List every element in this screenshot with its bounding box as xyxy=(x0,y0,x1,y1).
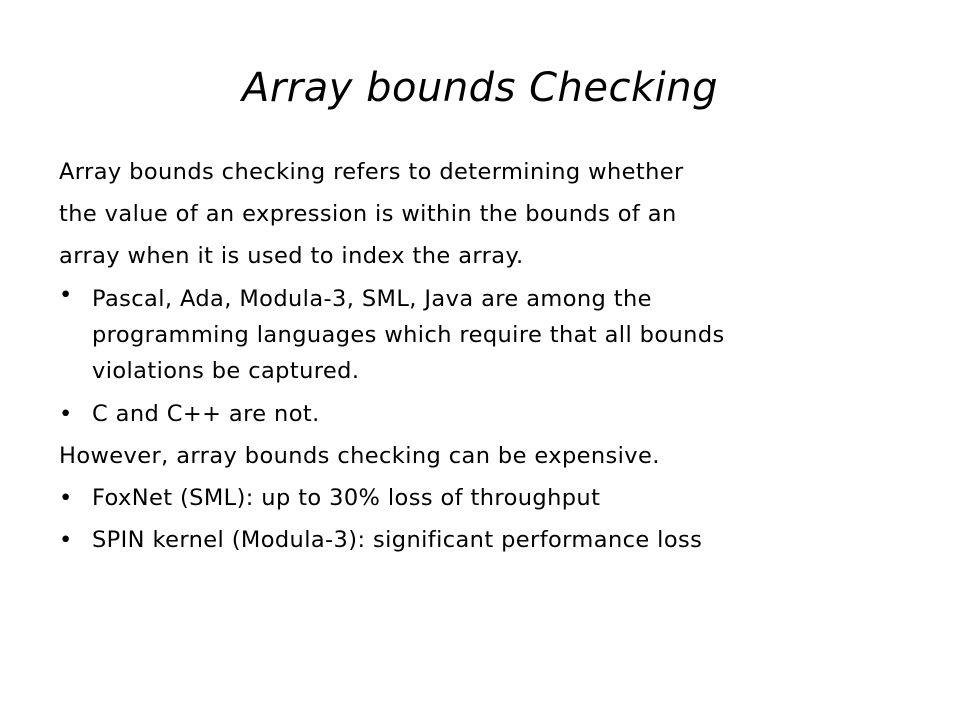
bullet-marker: • xyxy=(59,485,73,511)
bullet-text: SPIN kernel (Modula-3): significant performance loss xyxy=(92,527,703,553)
intro-line-1: Array bounds checking refers to determining whether xyxy=(59,159,684,185)
however-line: However, array bounds checking can be expensive. xyxy=(59,443,660,469)
bullet-item xyxy=(59,477,919,519)
bullet-line: C and C++ are not. xyxy=(92,401,320,427)
slide-body xyxy=(59,151,919,561)
bullet-marker: • xyxy=(59,401,73,427)
slide-title: Array bounds Checking xyxy=(241,65,719,111)
bullet-item xyxy=(59,519,919,561)
bullet-item xyxy=(59,393,919,435)
bullet-item xyxy=(59,277,919,393)
intro-line-3: array when it is used to index the array. xyxy=(59,243,524,269)
bullet-text: FoxNet (SML): up to 30% loss of throughput xyxy=(92,485,601,511)
bullet-line: violations be captured. xyxy=(92,358,360,384)
bullet-marker: • xyxy=(59,282,73,308)
bullet-line: Pascal, Ada, Modula-3, SML, Java are among the xyxy=(92,286,652,312)
bullet-list-languages xyxy=(59,277,919,435)
bullet-list-costs xyxy=(59,477,919,561)
bullet-line: programming languages which require that all bounds xyxy=(92,322,725,348)
intro-line-2: the value of an expression is within the bounds of an xyxy=(59,201,677,227)
bullet-marker: • xyxy=(59,527,73,553)
